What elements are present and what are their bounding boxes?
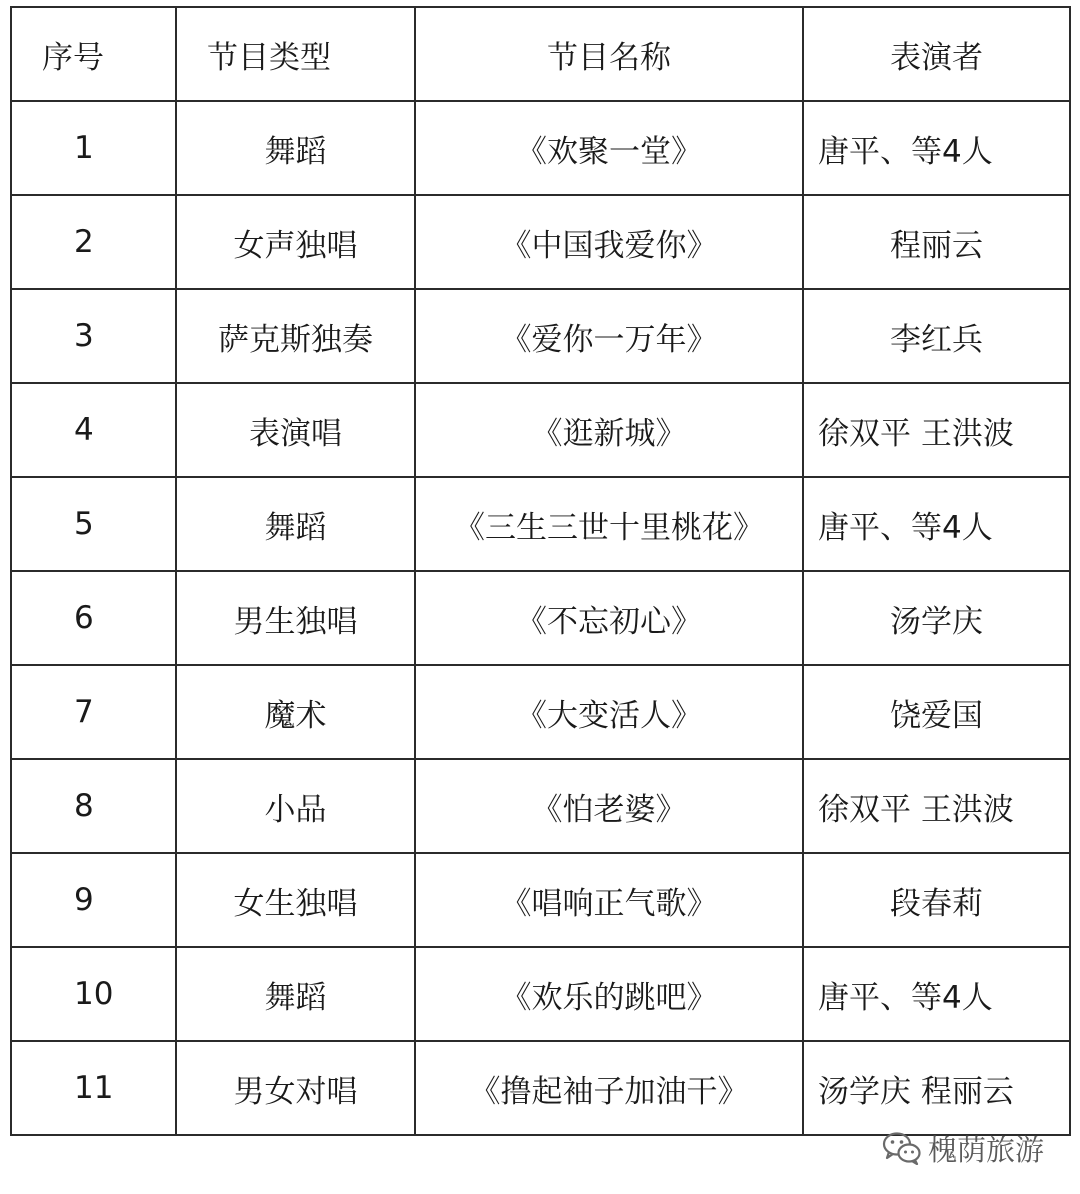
cell-program-name: 《怕老婆》 — [415, 759, 803, 853]
header-performer: 表演者 — [803, 7, 1070, 101]
cell-program-name: 《撸起袖子加油干》 — [415, 1041, 803, 1135]
cell-no: 6 — [11, 571, 176, 665]
cell-program-name: 《中国我爱你》 — [415, 195, 803, 289]
cell-no: 10 — [11, 947, 176, 1041]
cell-program-name: 《不忘初心》 — [415, 571, 803, 665]
cell-program-name: 《逛新城》 — [415, 383, 803, 477]
cell-type: 舞蹈 — [176, 477, 415, 571]
table-row — [11, 289, 1070, 383]
cell-no: 8 — [11, 759, 176, 853]
cell-program-name: 《欢聚一堂》 — [415, 101, 803, 195]
cell-performer: 唐平、等4人 — [803, 947, 1070, 1041]
cell-type: 魔术 — [176, 665, 415, 759]
cell-no: 1 — [11, 101, 176, 195]
cell-performer: 唐平、等4人 — [803, 101, 1070, 195]
cell-performer: 汤学庆 — [803, 571, 1070, 665]
cell-performer: 徐双平 王洪波 — [803, 759, 1070, 853]
table-row — [11, 759, 1070, 853]
cell-type: 萨克斯独奏 — [176, 289, 415, 383]
watermark-text: 槐荫旅游 — [927, 1132, 1044, 1167]
table-row — [11, 383, 1070, 477]
cell-type: 表演唱 — [176, 383, 415, 477]
table-row — [11, 947, 1070, 1041]
cell-no: 4 — [11, 383, 176, 477]
table-row — [11, 853, 1070, 947]
header-no: 序号 — [11, 7, 176, 101]
table-row — [11, 195, 1070, 289]
wechat-icon — [882, 1131, 922, 1165]
cell-performer: 段春莉 — [803, 853, 1070, 947]
cell-type: 小品 — [176, 759, 415, 853]
cell-performer: 汤学庆 程丽云 — [803, 1041, 1070, 1135]
cell-performer: 李红兵 — [803, 289, 1070, 383]
cell-performer: 徐双平 王洪波 — [803, 383, 1070, 477]
table-body — [11, 101, 1070, 1135]
cell-no: 5 — [11, 477, 176, 571]
cell-type: 舞蹈 — [176, 101, 415, 195]
cell-program-name: 《大变活人》 — [415, 665, 803, 759]
table-row — [11, 477, 1070, 571]
cell-program-name: 《唱响正气歌》 — [415, 853, 803, 947]
program-table — [10, 6, 1071, 1136]
cell-no: 3 — [11, 289, 176, 383]
table-row — [11, 571, 1070, 665]
table-row — [11, 665, 1070, 759]
watermark — [882, 1126, 1044, 1170]
cell-no: 2 — [11, 195, 176, 289]
cell-type: 女生独唱 — [176, 853, 415, 947]
cell-performer: 程丽云 — [803, 195, 1070, 289]
cell-type: 男女对唱 — [176, 1041, 415, 1135]
cell-no: 9 — [11, 853, 176, 947]
header-type: 节目类型 — [176, 7, 415, 101]
header-row — [11, 7, 1070, 101]
cell-no: 7 — [11, 665, 176, 759]
cell-type: 舞蹈 — [176, 947, 415, 1041]
cell-program-name: 《三生三世十里桃花》 — [415, 477, 803, 571]
cell-performer: 饶爱国 — [803, 665, 1070, 759]
cell-program-name: 《欢乐的跳吧》 — [415, 947, 803, 1041]
cell-program-name: 《爱你一万年》 — [415, 289, 803, 383]
table-row — [11, 1041, 1070, 1135]
cell-no: 11 — [11, 1041, 176, 1135]
cell-performer: 唐平、等4人 — [803, 477, 1070, 571]
cell-type: 男生独唱 — [176, 571, 415, 665]
header-name: 节目名称 — [415, 7, 803, 101]
table-row — [11, 101, 1070, 195]
cell-type: 女声独唱 — [176, 195, 415, 289]
